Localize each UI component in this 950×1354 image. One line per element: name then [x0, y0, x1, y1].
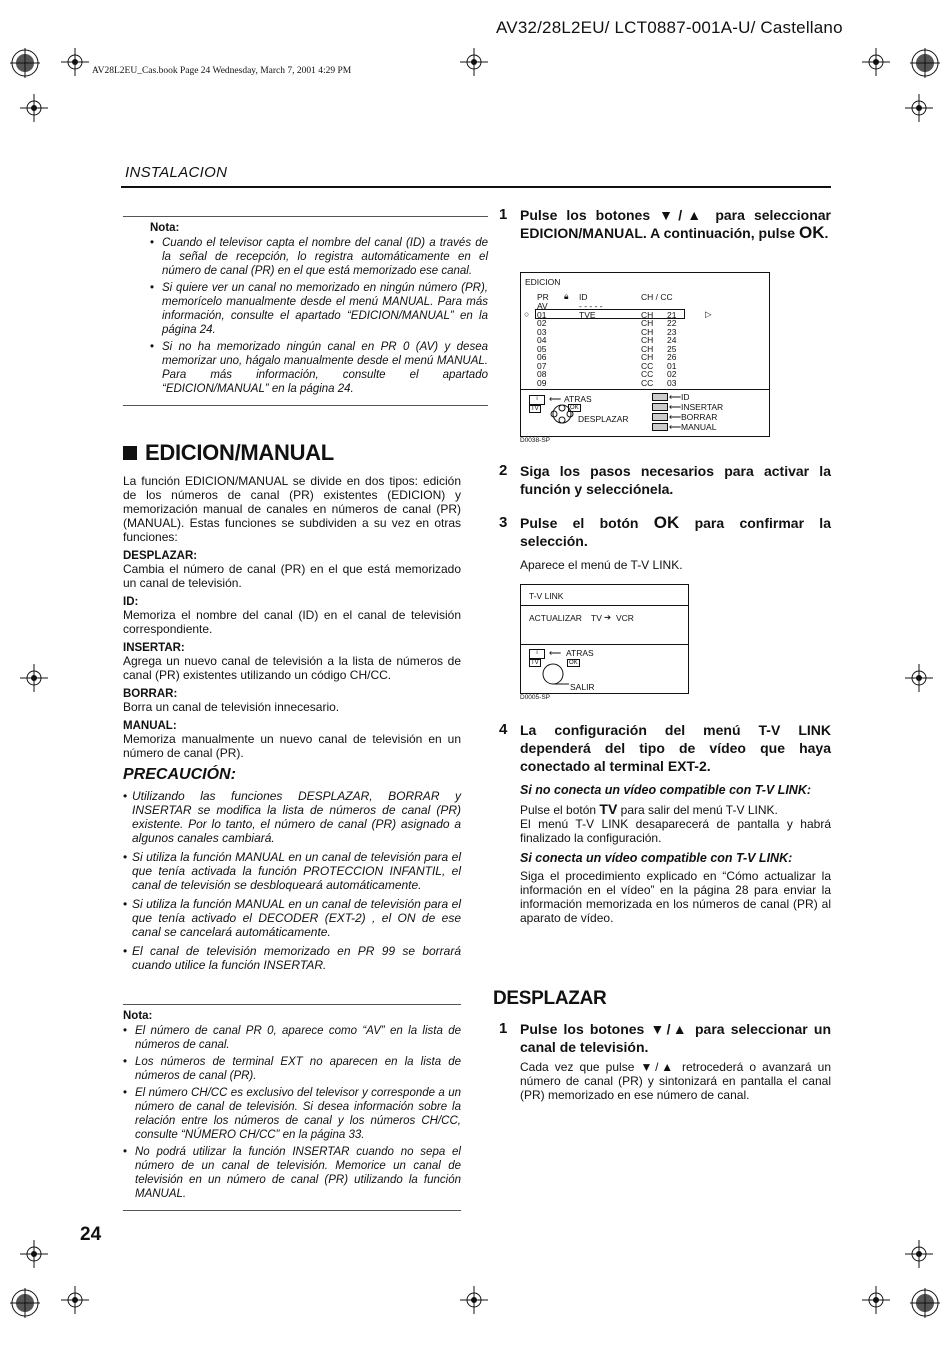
separator [521, 389, 769, 390]
arrow-left-icon: ⟵ [669, 392, 682, 402]
row-chcc: CH [641, 343, 654, 354]
row-chcc: CC [641, 360, 654, 371]
edicion-screen [520, 272, 770, 437]
intro-paragraph: La función EDICION/MANUAL se divide en dos tipos: edición de los números de canal (PR) existentes (EDICION) y memorización manual de canales en números de canal (PR) (MANUAL). Estas funciones se subdividen a su vez en otras funciones: [123, 474, 461, 544]
step-text: Pulse el botón [520, 515, 639, 531]
desplazar-section [493, 988, 831, 1010]
separator [521, 644, 688, 645]
separator [521, 605, 688, 606]
crosshair-icon [460, 1286, 488, 1314]
row-pr: 01 [537, 309, 547, 320]
precaution-item: • Si utiliza la función MANUAL en un canal de televisión para el que tenía activado el DECODER (EXT-2) , el ON de ese canal se cancelará automáticamente. [123, 897, 461, 939]
legend-label: INSERTAR [681, 402, 724, 412]
arrow-left-icon: ⟵ [669, 402, 682, 412]
row-id: - - - - - [579, 301, 603, 311]
nota-bottom [123, 1004, 461, 1211]
row-pr: 05 [537, 343, 547, 354]
tv-button-icon: TV [531, 406, 539, 412]
step-text: Pulse los botones ▼/▲ para seleccionar EDICION/MANUAL. A continuación, pulse [520, 207, 831, 241]
square-bullet-icon [123, 446, 137, 460]
book-info-line: AV28L2EU_Cas.book Page 24 Wednesday, March 7, 2001 4:29 PM [92, 66, 352, 76]
ok-button-label: OK [653, 513, 680, 532]
row-pr: 09 [537, 377, 547, 388]
legend-label: MANUAL [681, 422, 717, 432]
registration-mark-icon [10, 48, 40, 78]
step-3 [499, 514, 831, 572]
dpad-icon [535, 659, 569, 691]
screen-title: T-V LINK [529, 591, 564, 601]
row-num: 23 [667, 326, 677, 337]
ok-button-label: OK [798, 223, 825, 242]
nota-title: Nota: [150, 222, 180, 234]
desplazar-label: DESPLAZAR [578, 414, 629, 424]
case-title: Si no conecta un vídeo compatible con T-V LINK: [520, 783, 812, 797]
row-num: 26 [667, 352, 677, 362]
step-1 [499, 206, 831, 242]
nota-item: • No podrá utilizar la función INSERTAR cuando no sepa el número de un canal de televisión. Memorice un canal de televisión en un número de canal (PR) utilizando la función MANUAL. [123, 1145, 461, 1201]
row-pr: 07 [537, 360, 547, 371]
term-desc: Borra un canal de televisión innecesario. [123, 700, 340, 714]
edicion-manual-section [123, 440, 461, 972]
nota-item: • Si quiere ver un canal no memorizado en ningún número (PR), memorícelo manualmente desde el menú MANUAL. Para más información, consulte el apartado “EDICION/MANUAL” en la página 24. [150, 281, 488, 337]
term-title: DESPLAZAR: [123, 550, 198, 562]
step-note: Aparece el menú de T-V LINK. [520, 558, 683, 572]
case-text-a: Pulse el botón [520, 803, 597, 817]
row-num: 25 [667, 343, 677, 354]
nota-title: Nota: [123, 1010, 153, 1022]
ok-button-icon: OK [570, 405, 579, 411]
col-pr: PR [537, 292, 549, 302]
selected-row-box [535, 309, 685, 319]
step-2 [499, 462, 831, 498]
salir-label: SALIR [570, 682, 595, 692]
step-body: Cada vez que pulse ▼/▲ retrocederá o avanzará un número de canal (PR) y sintonizará en pantalla el canal (PR) memorizado en ese número de canal. [520, 1060, 831, 1102]
crosshair-icon [905, 1240, 933, 1268]
cursor-circle-icon: ○ [524, 309, 530, 319]
step-end: . [824, 225, 829, 241]
crosshair-icon [905, 94, 933, 122]
step-number: 3 [499, 514, 508, 531]
row-num: 21 [667, 309, 677, 320]
legend-label: ID [681, 392, 690, 402]
registration-mark-icon [910, 48, 940, 78]
row-chcc: CH [641, 309, 654, 320]
step-text: para confirmar la selección. [520, 515, 831, 549]
row-chcc: CH [641, 352, 654, 362]
step-text: Pulse los botones ▼/▲ para seleccionar un canal de televisión. [520, 1021, 831, 1055]
figure-code: D0005-SP [520, 694, 550, 701]
nota-item: • Cuando el televisor capta el nombre del canal (ID) a través de la señal de recepción, lo registra automáticamente en el número de canal (PR) en el que está memorizado ese canal. [150, 236, 488, 278]
term-desc: Agrega un nuevo canal de televisión a la lista de números de canal (PR) existentes utilizando un código CH/CC. [123, 654, 461, 682]
tvlink-screen [520, 584, 689, 694]
arrow-right-icon: ➔ [604, 612, 612, 622]
figure-code: D0038-SP [520, 437, 550, 444]
row-chcc: CC [641, 377, 654, 388]
right-arrow-icon: ▷ [705, 309, 712, 319]
row-pr: 03 [537, 326, 547, 337]
row-num: 02 [667, 369, 677, 379]
vcr-label: VCR [616, 613, 634, 623]
step-number: 1 [499, 206, 508, 223]
desplazar-step [499, 1020, 831, 1102]
case-text [499, 802, 831, 817]
row-chcc: CH [641, 335, 654, 345]
crosshair-icon [20, 94, 48, 122]
arrow-left-icon: ⟵ [669, 412, 682, 422]
row-num: 22 [667, 318, 677, 328]
step-text: Siga los pasos necesarios para activar la función y selecciónela. [520, 463, 831, 497]
section-heading: DESPLAZAR [493, 988, 607, 1009]
tv-button-label: TV [599, 801, 618, 817]
crosshair-icon [61, 1286, 89, 1314]
nota-item: • El número CH/CC es exclusivo del televisor y corresponde a un número de canal de televisión. Si desea información sobre la relación entre los números de canal y los números CH/CC, consulte “NÚMERO CH/CC” en la página 33. [123, 1086, 461, 1142]
document-id: AV32/28L2EU/ LCT0887-001A-U/ Castellano [496, 18, 843, 37]
page-number: 24 [80, 1224, 102, 1245]
registration-mark-icon [10, 1288, 40, 1318]
info-button-icon: i [529, 648, 545, 659]
atras-label: ATRAS [564, 394, 592, 404]
nota-item: • Los números de terminal EXT no aparecen en la lista de números de canal (PR). [123, 1055, 461, 1083]
crosshair-icon [460, 48, 488, 76]
info-button-icon: i [529, 394, 545, 405]
col-id: ID [579, 292, 588, 302]
step-text: La configuración del menú T-V LINK dependerá del tipo de vídeo que haya conectado al terminal EXT-2. [520, 722, 831, 774]
arrow-left-icon: ⟵ [549, 394, 562, 404]
nota-item: • El número de canal PR 0, aparece como “AV” en la lista de números de canal. [123, 1024, 461, 1052]
row-num: 24 [667, 335, 677, 345]
precaution-title: PRECAUCIÓN: [123, 766, 236, 783]
arrow-left-icon: ⟵ [669, 422, 682, 432]
row-pr: 06 [537, 352, 547, 362]
step-number: 4 [499, 721, 508, 738]
row-id: TVE [579, 309, 596, 320]
color-button-icon [652, 403, 668, 411]
atras-label: ATRAS [566, 648, 594, 658]
ok-button-icon: OK [569, 660, 578, 666]
case-text: El menú T-V LINK desaparecerá de pantalla y habrá finalizado la configuración. [520, 817, 831, 845]
crosshair-icon [61, 48, 89, 76]
precaution-item: • El canal de televisión memorizado en PR 99 se borrará cuando utilice la función INSERTAR. [123, 944, 461, 972]
color-button-icon [652, 423, 668, 431]
crosshair-icon [862, 48, 890, 76]
row-pr: AV [537, 301, 548, 311]
legend-label: BORRAR [681, 412, 718, 422]
actualizar-label: ACTUALIZAR [529, 613, 582, 623]
precaution-item: • Utilizando las funciones DESPLAZAR, BORRAR y INSERTAR se modifica la lista de números de canal (PR) existente. Por lo tanto, el número de canal (PR) asignado a algunos canales cambiará. [123, 789, 461, 845]
term-desc: Memoriza manualmente un nuevo canal de televisión en un número de canal (PR). [123, 732, 461, 760]
row-pr: 04 [537, 335, 547, 345]
term-title: BORRAR: [123, 688, 178, 700]
crosshair-icon [905, 664, 933, 692]
section-title: INSTALACION [125, 164, 228, 181]
tv-button-icon: TV [531, 660, 539, 666]
case-text: Siga el procedimiento explicado en “Cómo actualizar la información en el vídeo” en la página 28 para enviar la información memorizada en los números de canal (PR) al aparato de vídeo. [520, 869, 831, 925]
case-title: Si conecta un vídeo compatible con T-V LINK: [520, 851, 793, 865]
crosshair-icon [862, 1286, 890, 1314]
precaution-item: • Si utiliza la función MANUAL en un canal de televisión para el que tenía activada la función PROTECCION INFANTIL, el canal de televisión se desbloqueará automáticamente. [123, 850, 461, 892]
crosshair-icon [20, 664, 48, 692]
tv-label: TV [591, 613, 602, 623]
term-title: INSERTAR: [123, 642, 185, 654]
section-heading [123, 440, 461, 466]
row-num: 03 [667, 377, 677, 388]
row-pr: 08 [537, 369, 547, 379]
nota-top [123, 216, 488, 406]
row-chcc: CH [641, 318, 654, 328]
row-num: 01 [667, 360, 677, 371]
row-chcc: CC [641, 369, 654, 379]
term-title: ID: [123, 596, 139, 608]
case-text-b: para salir del menú T-V LINK. [620, 803, 778, 817]
col-chcc: CH / CC [641, 292, 673, 302]
lock-icon: 🔒︎ [564, 291, 569, 301]
heading-text: EDICION/MANUAL [145, 440, 334, 465]
screen-title: EDICION [525, 277, 561, 287]
term-desc: Cambia el número de canal (PR) en el que está memorizado un canal de televisión. [123, 562, 461, 590]
section-divider [121, 186, 831, 188]
crosshair-icon [20, 1240, 48, 1268]
step-4 [499, 721, 831, 925]
step-number: 1 [499, 1020, 508, 1037]
row-chcc: CH [641, 326, 654, 337]
registration-mark-icon [910, 1288, 940, 1318]
term-desc: Memoriza el nombre del canal (ID) en el canal de televisión correspondiente. [123, 608, 461, 636]
term-title: MANUAL: [123, 720, 177, 732]
row-pr: 02 [537, 318, 547, 328]
color-button-icon [652, 413, 668, 421]
color-button-icon [652, 393, 668, 401]
arrow-left-icon: ⟵ [549, 648, 562, 658]
nota-item: • Si no ha memorizado ningún canal en PR 0 (AV) y desea memorizar uno, hágalo manualmente desde el menú MANUAL. Para más información, consulte el apartado “EDICION/MANUAL” en la página 24. [150, 340, 488, 396]
step-number: 2 [499, 462, 508, 479]
